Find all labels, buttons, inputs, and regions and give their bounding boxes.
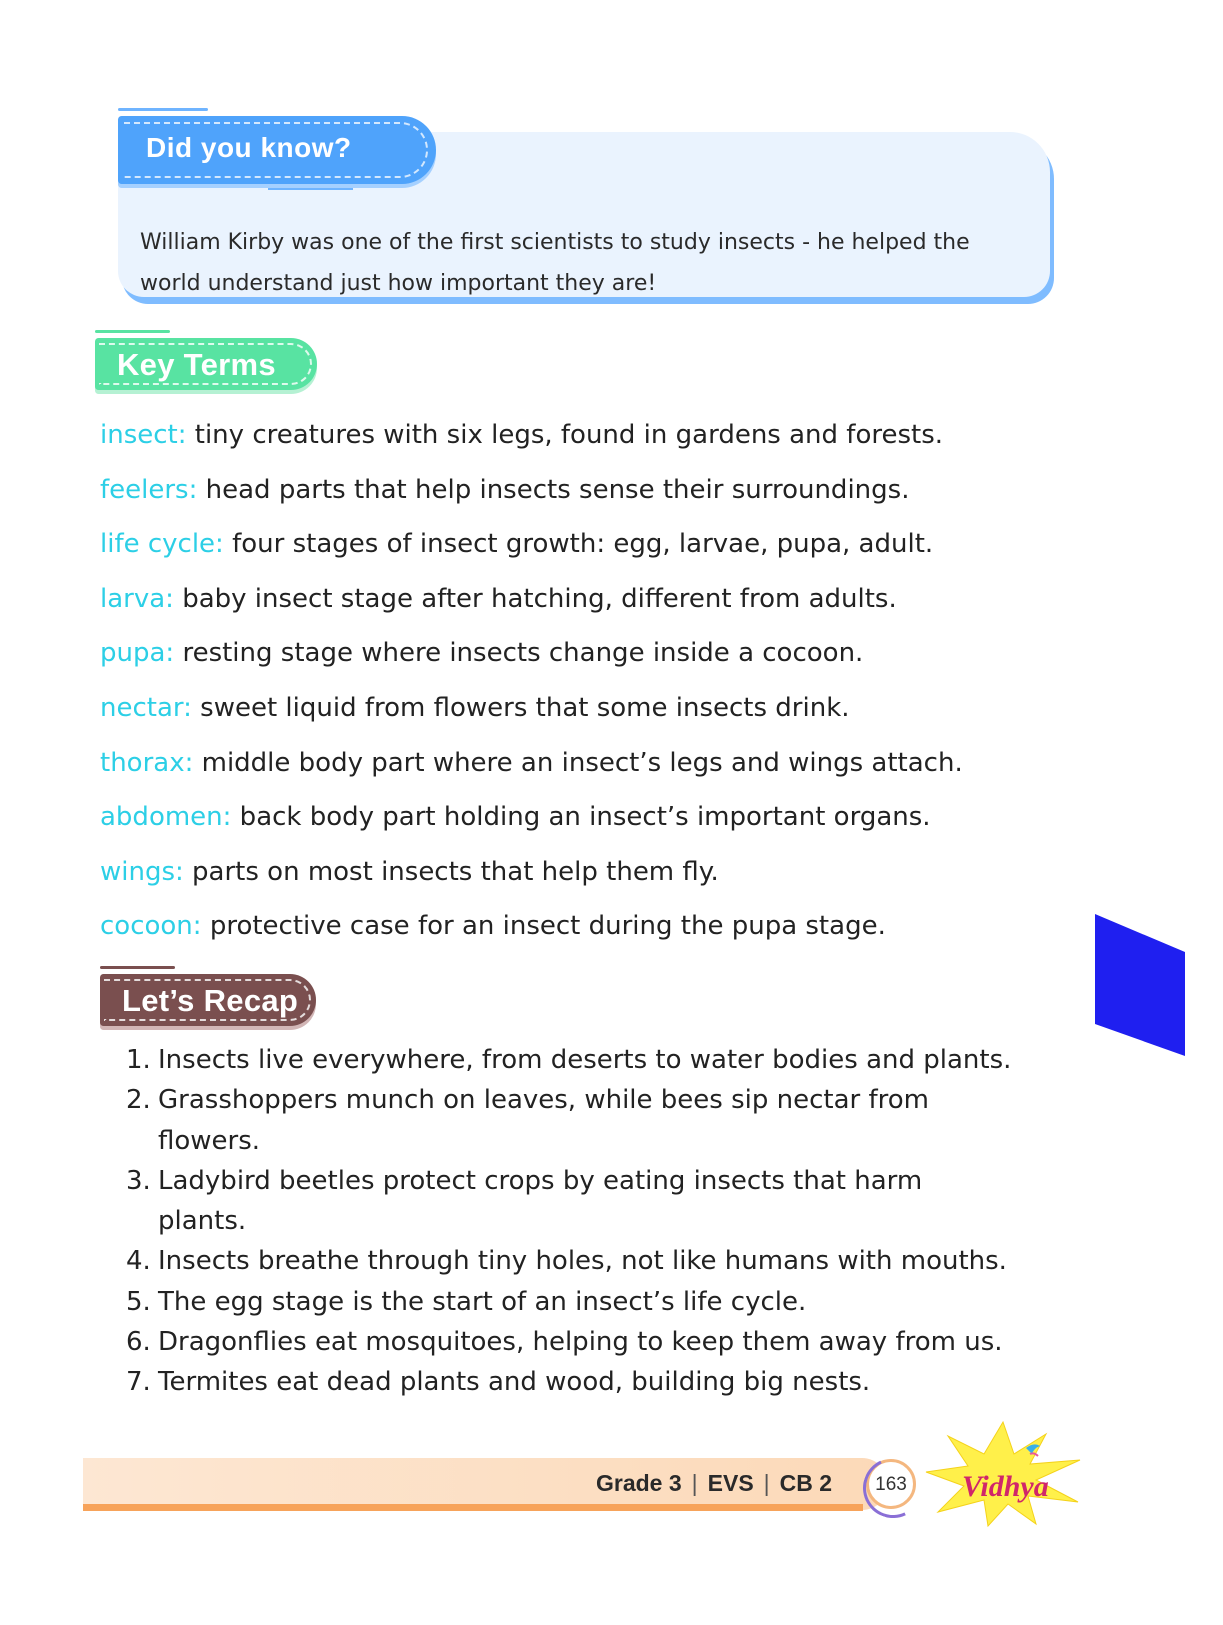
footer-separator: | — [763, 1470, 770, 1496]
footer-separator: | — [691, 1470, 698, 1496]
did-you-know-text: William Kirby was one of the first scientists to study insects - he helped the world understand just how important they are! — [140, 230, 970, 296]
recap-title: Let’s Recap — [122, 983, 299, 1018]
page-number-badge — [866, 1459, 916, 1509]
decorative-line — [95, 330, 170, 333]
term-word: abdomen: — [100, 802, 232, 833]
item-text: Dragonflies eat mosquitoes, helping to keep them away from us. — [158, 1327, 1003, 1358]
did-you-know-box — [118, 108, 1058, 308]
footer-subject: EVS — [707, 1470, 754, 1496]
chapter-side-tab — [1095, 914, 1185, 1056]
key-terms-title: Key Terms — [117, 347, 276, 382]
item-number: 7. — [126, 1367, 151, 1398]
term-definition: sweet liquid from flowers that some insects drink. — [191, 692, 850, 723]
term-definition: parts on most insects that help them fly. — [183, 856, 719, 887]
recap-list — [126, 1040, 1066, 1403]
term-word: pupa: — [100, 638, 175, 669]
list-item — [100, 744, 1060, 799]
term-word: life cycle: — [100, 529, 224, 560]
list-item — [126, 1241, 1066, 1281]
footer-book: CB 2 — [779, 1470, 833, 1496]
item-number: 4. — [126, 1246, 151, 1277]
term-word: wings: — [100, 856, 184, 887]
list-item — [100, 525, 1060, 580]
term-definition: resting stage where insects change inside a cocoon. — [174, 638, 864, 669]
item-number: 3. — [126, 1165, 151, 1196]
list-item — [100, 416, 1060, 471]
page-number: 163 — [875, 1474, 907, 1495]
item-text: Termites eat dead plants and wood, building big nests. — [158, 1367, 871, 1398]
term-definition: protective case for an insect during the pupa stage. — [201, 911, 886, 942]
item-number: 5. — [126, 1286, 151, 1317]
term-word: larva: — [100, 583, 174, 614]
item-number: 1. — [126, 1045, 151, 1075]
list-item — [100, 853, 1060, 908]
key-terms-header — [95, 338, 317, 390]
logo-text: Vidhya — [962, 1470, 1049, 1503]
term-definition: head parts that help insects sense their surroundings. — [197, 474, 910, 505]
term-word: thorax: — [100, 747, 194, 778]
term-definition: middle body part where an insect’s legs and wings attach. — [193, 747, 963, 778]
footer-grade: Grade 3 — [596, 1470, 682, 1496]
list-item — [126, 1282, 1066, 1322]
item-number: 6. — [126, 1327, 151, 1358]
list-item — [100, 689, 1060, 744]
list-item — [100, 471, 1060, 526]
item-text: Insects breathe through tiny holes, not like humans with mouths. — [158, 1246, 1007, 1277]
list-item — [100, 798, 1060, 853]
list-item — [126, 1040, 1066, 1080]
decorative-line — [268, 188, 353, 190]
footer-underline — [83, 1504, 863, 1511]
list-item — [126, 1161, 988, 1242]
item-text: Insects live everywhere, from deserts to water bodies and plants. — [158, 1045, 1012, 1075]
list-item — [100, 634, 1060, 689]
list-item — [100, 580, 1060, 635]
term-definition: baby insect stage after hatching, different from adults. — [173, 583, 897, 614]
vidhya-logo — [918, 1420, 1088, 1530]
decorative-line — [100, 966, 175, 969]
key-terms-list — [100, 416, 1060, 962]
term-word: feelers: — [100, 474, 198, 505]
list-item — [126, 1362, 1066, 1402]
list-item — [126, 1080, 988, 1161]
item-text: Ladybird beetles protect crops by eating insects that harm plants. — [158, 1165, 923, 1237]
term-definition: back body part holding an insect’s important organs. — [231, 802, 931, 833]
term-definition: tiny creatures with six legs, found in gardens and forests. — [186, 420, 944, 450]
list-item — [126, 1322, 1066, 1362]
did-you-know-title: Did you know? — [146, 132, 352, 163]
recap-header — [100, 974, 316, 1026]
term-definition: four stages of insect growth: egg, larvae, pupa, adult. — [223, 529, 934, 560]
list-item — [100, 907, 1060, 962]
item-number: 2. — [126, 1085, 151, 1116]
item-text: The egg stage is the start of an insect’s life cycle. — [158, 1286, 807, 1317]
term-word: insect: — [100, 420, 187, 450]
decorative-line — [118, 108, 208, 111]
term-word: cocoon: — [100, 911, 202, 942]
did-you-know-header — [118, 116, 436, 184]
term-word: nectar: — [100, 692, 192, 723]
item-text: Grasshoppers munch on leaves, while bees sip nectar from flowers. — [158, 1085, 929, 1156]
footer-label — [596, 1470, 832, 1497]
